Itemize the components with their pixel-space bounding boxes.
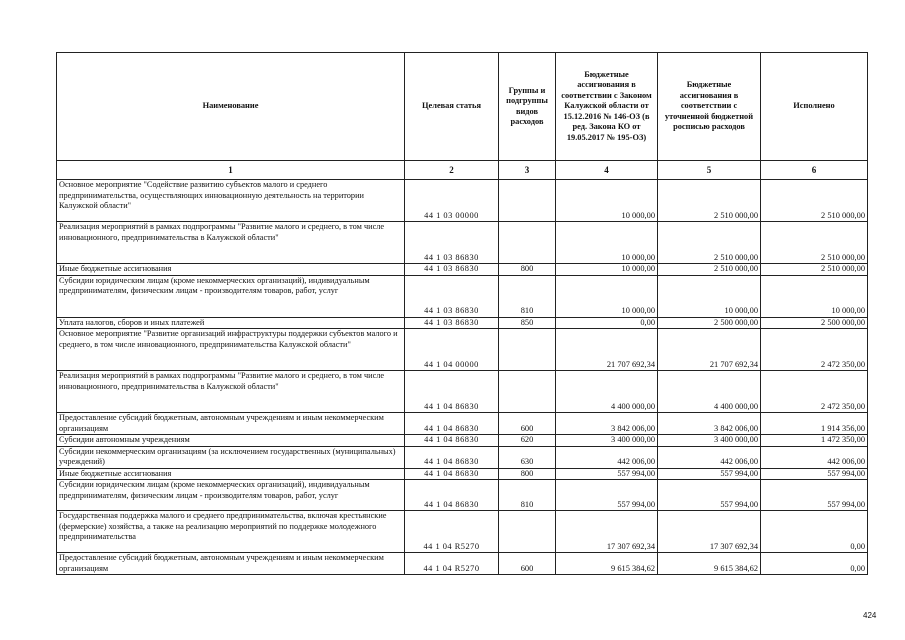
row-expense-group-cell: 850: [499, 317, 556, 329]
row-expense-group-cell: [499, 222, 556, 264]
row-law-allocation-cell: 9 615 384,62: [556, 553, 658, 575]
row-expense-group-cell: [499, 511, 556, 553]
row-law-allocation-cell: 557 994,00: [556, 480, 658, 511]
row-target-article-cell: 44 1 04 86830: [405, 435, 499, 447]
table-row: [57, 264, 868, 276]
row-expense-group-cell: [499, 371, 556, 413]
column-number: 1: [57, 161, 405, 180]
table-body: [57, 180, 868, 575]
table-header-row: [57, 53, 868, 161]
table-row: [57, 371, 868, 413]
header-name: Наименование: [57, 53, 405, 161]
table-row: [57, 413, 868, 435]
row-refined-allocation-cell: 2 510 000,00: [658, 222, 761, 264]
row-target-article-cell: 44 1 04 86830: [405, 468, 499, 480]
row-refined-allocation-cell: 9 615 384,62: [658, 553, 761, 575]
table-row: [57, 446, 868, 468]
table-row: [57, 553, 868, 575]
row-expense-group-cell: [499, 180, 556, 222]
column-number-row: [57, 161, 868, 180]
row-law-allocation-cell: 442 006,00: [556, 446, 658, 468]
row-expense-group-cell: 810: [499, 480, 556, 511]
row-executed-cell: 2 510 000,00: [761, 264, 868, 276]
row-executed-cell: 2 472 350,00: [761, 329, 868, 371]
row-law-allocation-cell: 557 994,00: [556, 468, 658, 480]
row-law-allocation-cell: 3 400 000,00: [556, 435, 658, 447]
row-name-cell: Предоставление субсидий бюджетным, автономным учреждениям и иным некоммерческим организациям: [57, 413, 405, 435]
row-name-cell: Реализация мероприятий в рамках подпрограммы "Развитие малого и среднего, в том числе инновационного, предпринимательства в Калужской области": [57, 371, 405, 413]
row-executed-cell: 2 500 000,00: [761, 317, 868, 329]
row-law-allocation-cell: 4 400 000,00: [556, 371, 658, 413]
row-expense-group-cell: 800: [499, 264, 556, 276]
row-law-allocation-cell: 21 707 692,34: [556, 329, 658, 371]
row-executed-cell: 0,00: [761, 553, 868, 575]
row-expense-group-cell: 630: [499, 446, 556, 468]
row-name-cell: Основное мероприятие "Развитие организаций инфраструктуры поддержки субъектов малого и среднего, в том числе инновационного, предпринимательства Калужской области": [57, 329, 405, 371]
row-expense-group-cell: 620: [499, 435, 556, 447]
row-name-cell: Иные бюджетные ассигнования: [57, 264, 405, 276]
row-refined-allocation-cell: 2 500 000,00: [658, 317, 761, 329]
row-executed-cell: 2 472 350,00: [761, 371, 868, 413]
row-executed-cell: 557 994,00: [761, 468, 868, 480]
row-law-allocation-cell: 0,00: [556, 317, 658, 329]
row-executed-cell: 2 510 000,00: [761, 180, 868, 222]
row-expense-group-cell: 810: [499, 275, 556, 317]
row-name-cell: Основное мероприятие "Содействие развитию субъектов малого и среднего предпринимательства, осуществляющих инновационную деятельность на территории Калужской области": [57, 180, 405, 222]
row-refined-allocation-cell: 10 000,00: [658, 275, 761, 317]
header-law-allocations: Бюджетные ассигнования в соответствии с Законом Калужской области от 15.12.2016 № 146-ОЗ (в ред. Закона КО от 19.05.2017 № 195-ОЗ): [556, 53, 658, 161]
row-name-cell: Государственная поддержка малого и среднего предпринимательства, включая крестьянские (фермерские) хозяйства, а также на реализацию мероприятий по поддержке молодежного предпринимательства: [57, 511, 405, 553]
table-row: [57, 275, 868, 317]
row-name-cell: Реализация мероприятий в рамках подпрограммы "Развитие малого и среднего, в том числе инновационного, предпринимательства в Калужской области": [57, 222, 405, 264]
column-number: 4: [556, 161, 658, 180]
column-number: 2: [405, 161, 499, 180]
header-refined-allocations: Бюджетные ассигнования в соответствии с уточненной бюджетной росписью расходов: [658, 53, 761, 161]
table-row: [57, 180, 868, 222]
row-refined-allocation-cell: 3 842 006,00: [658, 413, 761, 435]
column-number: 5: [658, 161, 761, 180]
row-law-allocation-cell: 17 307 692,34: [556, 511, 658, 553]
row-law-allocation-cell: 10 000,00: [556, 264, 658, 276]
row-target-article-cell: 44 1 03 86830: [405, 275, 499, 317]
row-expense-group-cell: 600: [499, 413, 556, 435]
row-target-article-cell: 44 1 04 R5270: [405, 511, 499, 553]
budget-execution-table: [56, 52, 868, 575]
row-refined-allocation-cell: 557 994,00: [658, 480, 761, 511]
row-target-article-cell: 44 1 03 86830: [405, 264, 499, 276]
row-name-cell: Субсидии некоммерческим организациям (за исключением государственных (муниципальных) учреждений): [57, 446, 405, 468]
row-name-cell: Иные бюджетные ассигнования: [57, 468, 405, 480]
row-name-cell: Субсидии юридическим лицам (кроме некоммерческих организаций), индивидуальным предпринимателям, физическим лицам - производителям товаров, работ, услуг: [57, 275, 405, 317]
row-executed-cell: 0,00: [761, 511, 868, 553]
row-target-article-cell: 44 1 03 86830: [405, 222, 499, 264]
row-target-article-cell: 44 1 04 86830: [405, 371, 499, 413]
row-refined-allocation-cell: 4 400 000,00: [658, 371, 761, 413]
row-executed-cell: 442 006,00: [761, 446, 868, 468]
row-executed-cell: 1 914 356,00: [761, 413, 868, 435]
table-row: [57, 468, 868, 480]
header-target-article: Целевая статья: [405, 53, 499, 161]
table-row: [57, 480, 868, 511]
page-number: 424: [863, 611, 877, 620]
column-number: 3: [499, 161, 556, 180]
row-refined-allocation-cell: 17 307 692,34: [658, 511, 761, 553]
row-expense-group-cell: [499, 329, 556, 371]
row-target-article-cell: 44 1 04 86830: [405, 413, 499, 435]
row-executed-cell: 1 472 350,00: [761, 435, 868, 447]
header-executed: Исполнено: [761, 53, 868, 161]
row-executed-cell: 557 994,00: [761, 480, 868, 511]
row-refined-allocation-cell: 21 707 692,34: [658, 329, 761, 371]
row-target-article-cell: 44 1 04 86830: [405, 480, 499, 511]
table-row: [57, 329, 868, 371]
row-executed-cell: 10 000,00: [761, 275, 868, 317]
column-number: 6: [761, 161, 868, 180]
table-row: [57, 222, 868, 264]
row-refined-allocation-cell: 2 510 000,00: [658, 264, 761, 276]
row-law-allocation-cell: 10 000,00: [556, 180, 658, 222]
row-law-allocation-cell: 10 000,00: [556, 275, 658, 317]
row-name-cell: Субсидии автономным учреждениям: [57, 435, 405, 447]
row-refined-allocation-cell: 2 510 000,00: [658, 180, 761, 222]
table-row: [57, 435, 868, 447]
row-refined-allocation-cell: 3 400 000,00: [658, 435, 761, 447]
row-expense-group-cell: 600: [499, 553, 556, 575]
row-name-cell: Предоставление субсидий бюджетным, автономным учреждениям и иным некоммерческим организациям: [57, 553, 405, 575]
row-name-cell: Уплата налогов, сборов и иных платежей: [57, 317, 405, 329]
table-row: [57, 511, 868, 553]
row-target-article-cell: 44 1 03 86830: [405, 317, 499, 329]
row-target-article-cell: 44 1 04 R5270: [405, 553, 499, 575]
row-expense-group-cell: 800: [499, 468, 556, 480]
row-target-article-cell: 44 1 04 86830: [405, 446, 499, 468]
row-law-allocation-cell: 10 000,00: [556, 222, 658, 264]
row-law-allocation-cell: 3 842 006,00: [556, 413, 658, 435]
row-refined-allocation-cell: 557 994,00: [658, 468, 761, 480]
row-target-article-cell: 44 1 03 00000: [405, 180, 499, 222]
table-row: [57, 317, 868, 329]
row-executed-cell: 2 510 000,00: [761, 222, 868, 264]
row-target-article-cell: 44 1 04 00000: [405, 329, 499, 371]
row-refined-allocation-cell: 442 006,00: [658, 446, 761, 468]
header-expense-groups: Группы и подгруппы видов расходов: [499, 53, 556, 161]
row-name-cell: Субсидии юридическим лицам (кроме некоммерческих организаций), индивидуальным предпринимателям, физическим лицам - производителям товаров, работ, услуг: [57, 480, 405, 511]
